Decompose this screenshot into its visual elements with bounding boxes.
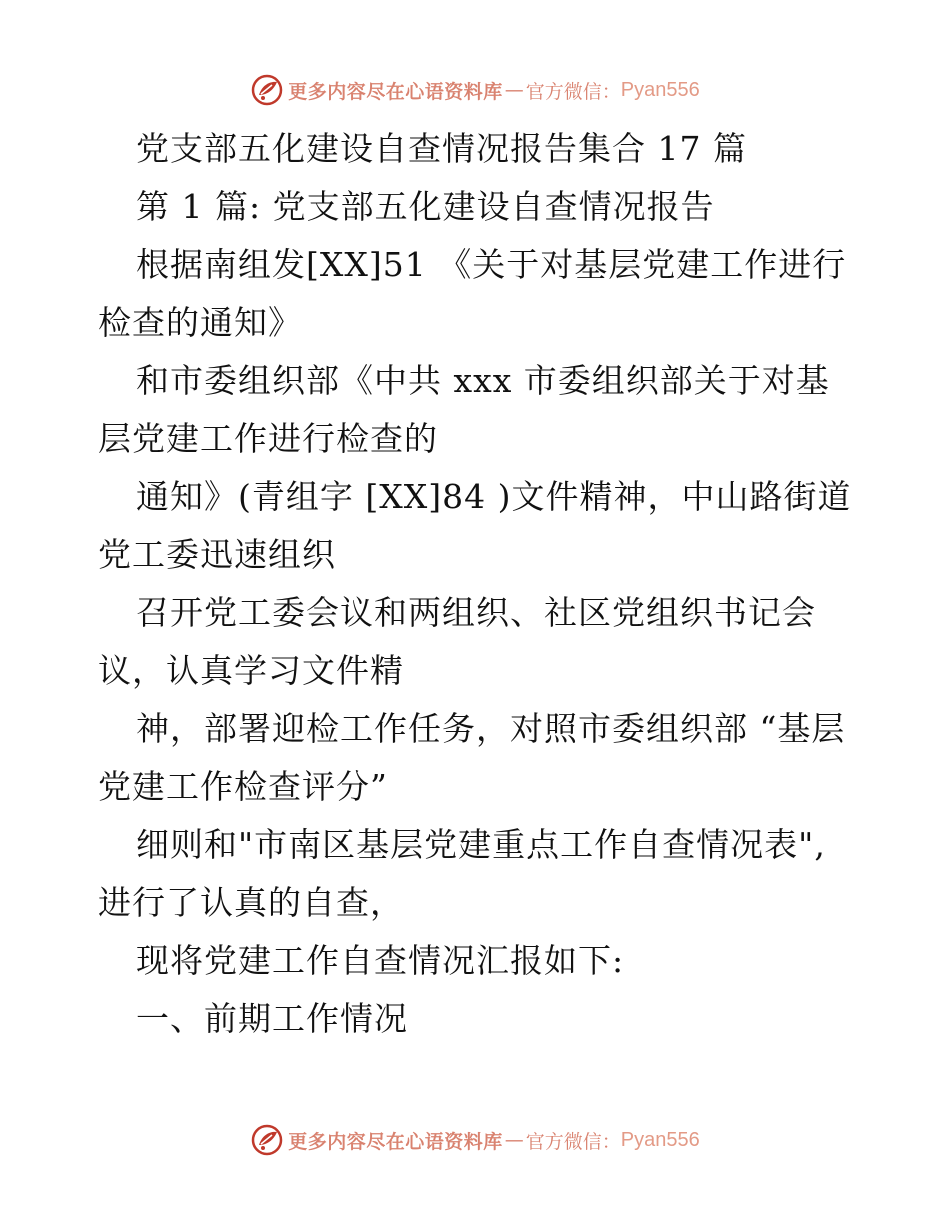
paragraph-line: 党建工作检查评分” (98, 767, 388, 806)
paragraph-line: 根据南组发[XX]51 《关于对基层党建工作进行 (136, 245, 847, 284)
watermark-header (0, 70, 950, 110)
watermark-footer (0, 1120, 950, 1160)
paragraph-line: 党工委迅速组织 (98, 535, 336, 574)
document-title: 党支部五化建设自查情况报告集合 17 篇 (136, 129, 747, 168)
paragraph-line: 层党建工作进行检查的 (98, 419, 438, 458)
watermark-wechat-label: 官方微信： (525, 80, 621, 103)
paragraph-line: 通知》(青组字 [XX]84 )文件精神，中山路街道 (136, 477, 852, 516)
paragraph-line: 召开党工委会议和两组织、社区党组织书记会 (136, 593, 816, 632)
paragraph-line: 现将党建工作自查情况汇报如下: (136, 941, 625, 980)
document-body (98, 120, 868, 1048)
watermark-wechat-label: 官方微信： (525, 1130, 621, 1153)
paragraph-line: 和市委组织部《中共 xxx 市委组织部关于对基 (136, 361, 830, 400)
watermark-dash: — (504, 1129, 524, 1151)
watermark-text: 更多内容尽在心语资料库 (288, 80, 503, 103)
paragraph-line: 神，部署迎检工作任务，对照市委组织部 “基层 (136, 709, 846, 748)
paragraph-line: 检查的通知》 (98, 303, 302, 342)
red-leaf-logo-icon (250, 1123, 284, 1157)
watermark-wechat-id: Pyan556 (620, 1128, 700, 1151)
section-heading: 一、前期工作情况 (136, 999, 408, 1038)
section-heading: 第 1 篇: 党支部五化建设自查情况报告 (136, 187, 715, 226)
watermark-text: 更多内容尽在心语资料库 (288, 1130, 503, 1153)
paragraph-line: 进行了认真的自查， (98, 883, 404, 922)
watermark-wechat-id: Pyan556 (620, 78, 700, 101)
paragraph-line: 细则和"市南区基层党建重点工作自查情况表", (136, 825, 826, 864)
watermark-dash: — (504, 79, 524, 101)
paragraph-line: 议，认真学习文件精 (98, 651, 404, 690)
red-leaf-logo-icon (250, 73, 284, 107)
